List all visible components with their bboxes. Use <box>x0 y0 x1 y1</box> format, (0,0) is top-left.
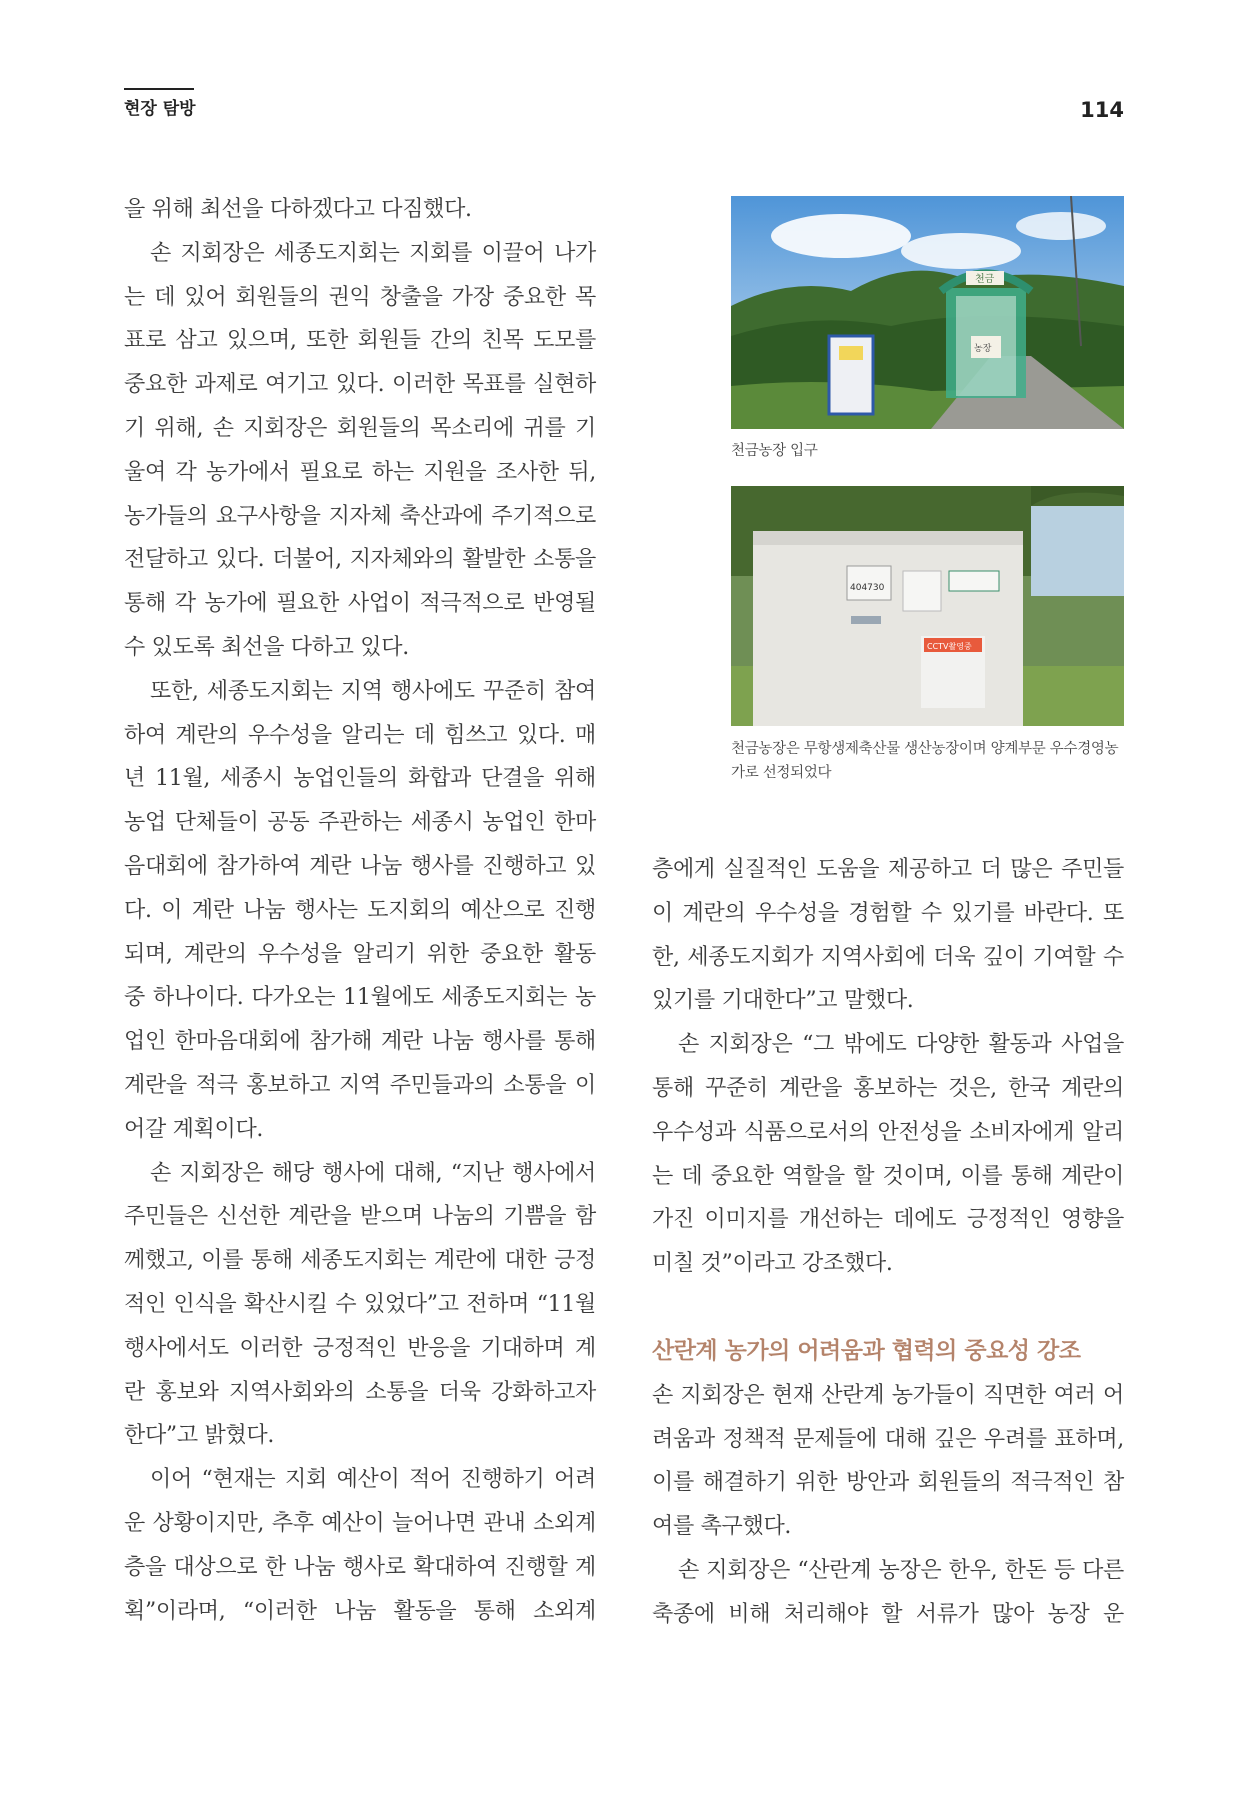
photo-caption: 천금농장은 무항생제축산물 생산농장이며 양계부문 우수경영농가로 선정되었다 <box>731 741 1119 781</box>
paragraph: 또한, 세종도지회는 지역 행사에도 꾸준히 참여하여 계란의 우수성을 알리는 데 힘쓰고 있다. 매년 11월, 세종시 농업인들의 화합과 단결을 위해 농업 단체들이 공동 주관하는 세종시 농업인 한마음대회에 참가하여 계란 나눔 행사를 진행하고 있다. 이 계란 나눔 행사는 도지회의 예산으로 진행되며, 계란의 우수성을 알리기 위한 중요한 활동 중 하나이다. 다가오는 11월에도 세종도지회는 농업인 한마음대회에 참가해 계란 나눔 행사를 통해 계란을 적극 홍보하고 지역 주민들과의 소통을 이어갈 계획이다. <box>124 678 596 1142</box>
paragraph: 손 지회장은 세종도지회는 지회를 이끌어 나가는 데 있어 회원들의 권익 창출을 가장 중요한 목표로 삼고 있으며, 또한 회원들 간의 친목 도모를 중요한 과제로 여기고 있다. 이러한 목표를 실현하기 위해, 손 지회장은 회원들의 목소리에 귀를 기울여 각 농가에서 필요로 하는 지원을 조사한 뒤, 농가들의 요구사항을 지자체 축산과에 주기적으로 전달하고 있다. 더불어, 지자체와의 활발한 소통을 통해 각 농가에 필요한 사업이 적극적으로 반영될 수 있도록 최선을 다하고 있다. <box>124 240 596 660</box>
sign-number: 404730 <box>850 583 885 593</box>
paragraph-continuation: 을 위해 최선을 다하겠다고 다짐했다. <box>124 197 472 222</box>
farm-certification-illustration <box>731 486 1124 726</box>
farm-entrance-photo <box>731 196 1124 429</box>
photo-caption: 천금농장 입구 <box>731 443 818 459</box>
section-subheading: 산란계 농가의 어려움과 협력의 중요성 강조 <box>652 1337 1081 1364</box>
left-column <box>124 188 596 1633</box>
paragraph: 손 지회장은 “그 밖에도 다양한 활동과 사업을 통해 꾸준히 계란을 홍보하는 것은, 한국 계란의 우수성과 식품으로서의 안전성을 소비자에게 알리는 데 중요한 역할을 할 것이며, 이를 통해 계란이 가진 이미지를 개선하는 데에도 긍정적인 영향을 미칠 것”이라고 강조했다. <box>652 1032 1124 1277</box>
paragraph-continuation: 층에게 실질적인 도움을 제공하고 더 많은 주민들이 계란의 우수성을 경험할 수 있기를 바란다. 또한, 세종도지회가 지역사회에 더욱 깊이 기여할 수 있기를 기대한다”고 말했다. <box>652 857 1124 1014</box>
section-label: 현장 탐방 <box>124 99 196 119</box>
paragraph: 이어 “현재는 지회 예산이 적어 진행하기 어려운 상황이지만, 추후 예산이 늘어나면 관내 소외계층을 대상으로 한 나눔 행사로 확대하여 진행할 계획”이라며, “이러한 나눔 활동을 통해 소외계 <box>124 1467 596 1624</box>
page-number: 114 <box>1080 98 1124 122</box>
sign-cctv: CCTV촬영중 <box>927 642 972 651</box>
paragraph: 손 지회장은 현재 산란계 농가들이 직면한 여러 어려움과 정책적 문제들에 대해 깊은 우려를 표하며, 이를 해결하기 위한 방안과 회원들의 적극적인 참여를 촉구했다. <box>652 1382 1124 1540</box>
paragraph: 손 지회장은 해당 행사에 대해, “지난 행사에서 주민들은 신선한 계란을 받으며 나눔의 기쁨을 함께했고, 이를 통해 세종도지회는 계란에 대한 긍정적인 인식을 확산시킬 수 있었다”고 전하며 “11월 행사에서도 이러한 긍정적인 반응을 기대하며 계란 홍보와 지역사회와의 소통을 더욱 강화하고자 한다”고 밝혔다. <box>124 1160 596 1449</box>
right-column <box>652 848 1124 1637</box>
header-rule <box>124 88 194 90</box>
farm-certification-photo <box>731 486 1124 726</box>
sign-text: 천금 <box>975 274 995 285</box>
paragraph: 손 지회장은 “산란계 농장은 한우, 한돈 등 다른 축종에 비해 처리해야 할 서류가 많아 농장 운 <box>652 1557 1124 1627</box>
sign-text-2: 농장 <box>974 344 992 354</box>
farm-entrance-illustration <box>731 196 1124 429</box>
